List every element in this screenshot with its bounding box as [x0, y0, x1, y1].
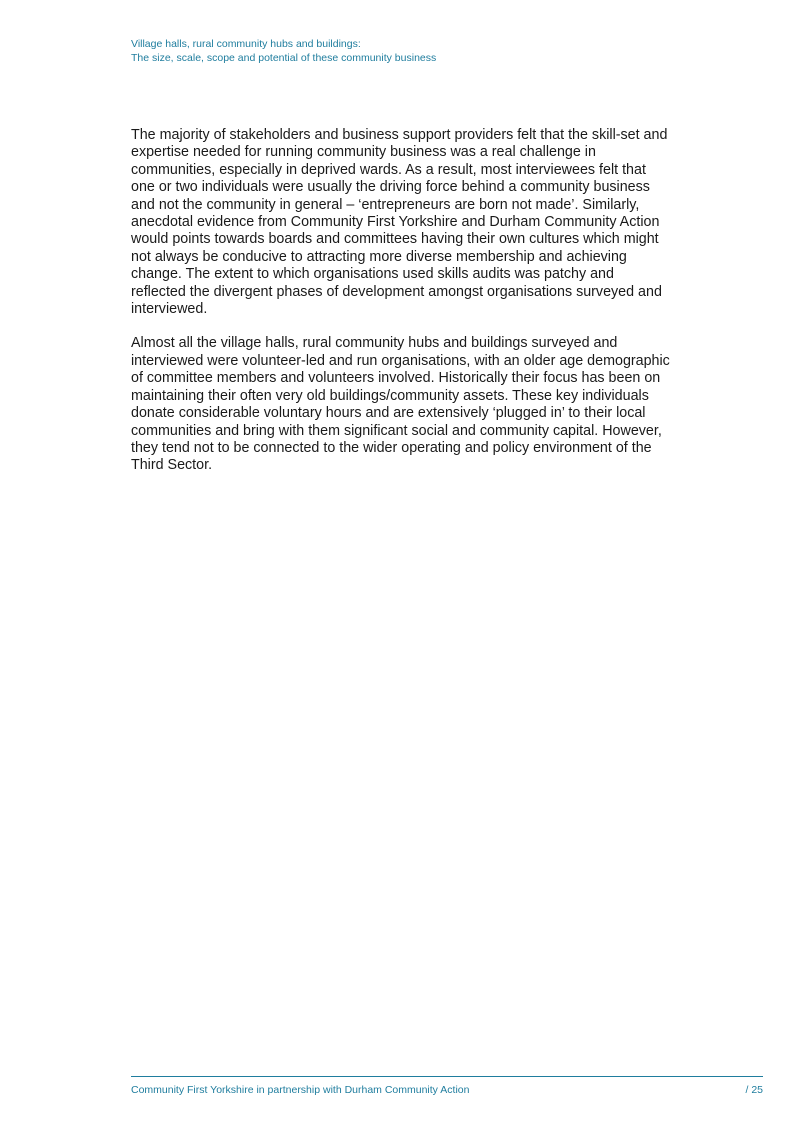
footer-organisation: Community First Yorkshire in partnership with Durham Community Action: [131, 1084, 470, 1096]
running-header: [131, 37, 651, 65]
body-text: [131, 127, 671, 492]
footer-divider: [131, 1076, 763, 1077]
header-title-line-2: The size, scale, scope and potential of these community business: [131, 52, 437, 64]
paragraph-volunteers: Almost all the village halls, rural community hubs and buildings surveyed and interviewed were volunteer-led and run organisations, with an older age demographic of committee members and volunteers involved. Historically their focus has been on maintaining their often very old buildings/community assets. These key individuals donate considerable voluntary hours and are extensively ‘plugged in’ to their local communities and bring with them significant social and community capital. However, they tend not to be connected to the wider operating and policy environment of the Third Sector.: [131, 335, 670, 474]
header-title-line-1: Village halls, rural community hubs and buildings:: [131, 38, 361, 50]
paragraph-skills: The majority of stakeholders and business support providers felt that the skill-set and expertise needed for running community business was a real challenge in communities, especially in deprived wards. As a result, most interviewees felt that one or two individuals were usually the driving force behind a community business and not the community in general – ‘entrepreneurs are born not made’. Similarly, anecdotal evidence from Community First Yorkshire and Durham Community Action would points towards boards and committees having their own cultures which might not always be conducive to attracting more diverse membership and achieving change. The extent to which organisations used skills audits was patchy and reflected the divergent phases of development amongst organisations surveyed and interviewed.: [131, 127, 668, 318]
page-number: / 25: [745, 1084, 763, 1096]
